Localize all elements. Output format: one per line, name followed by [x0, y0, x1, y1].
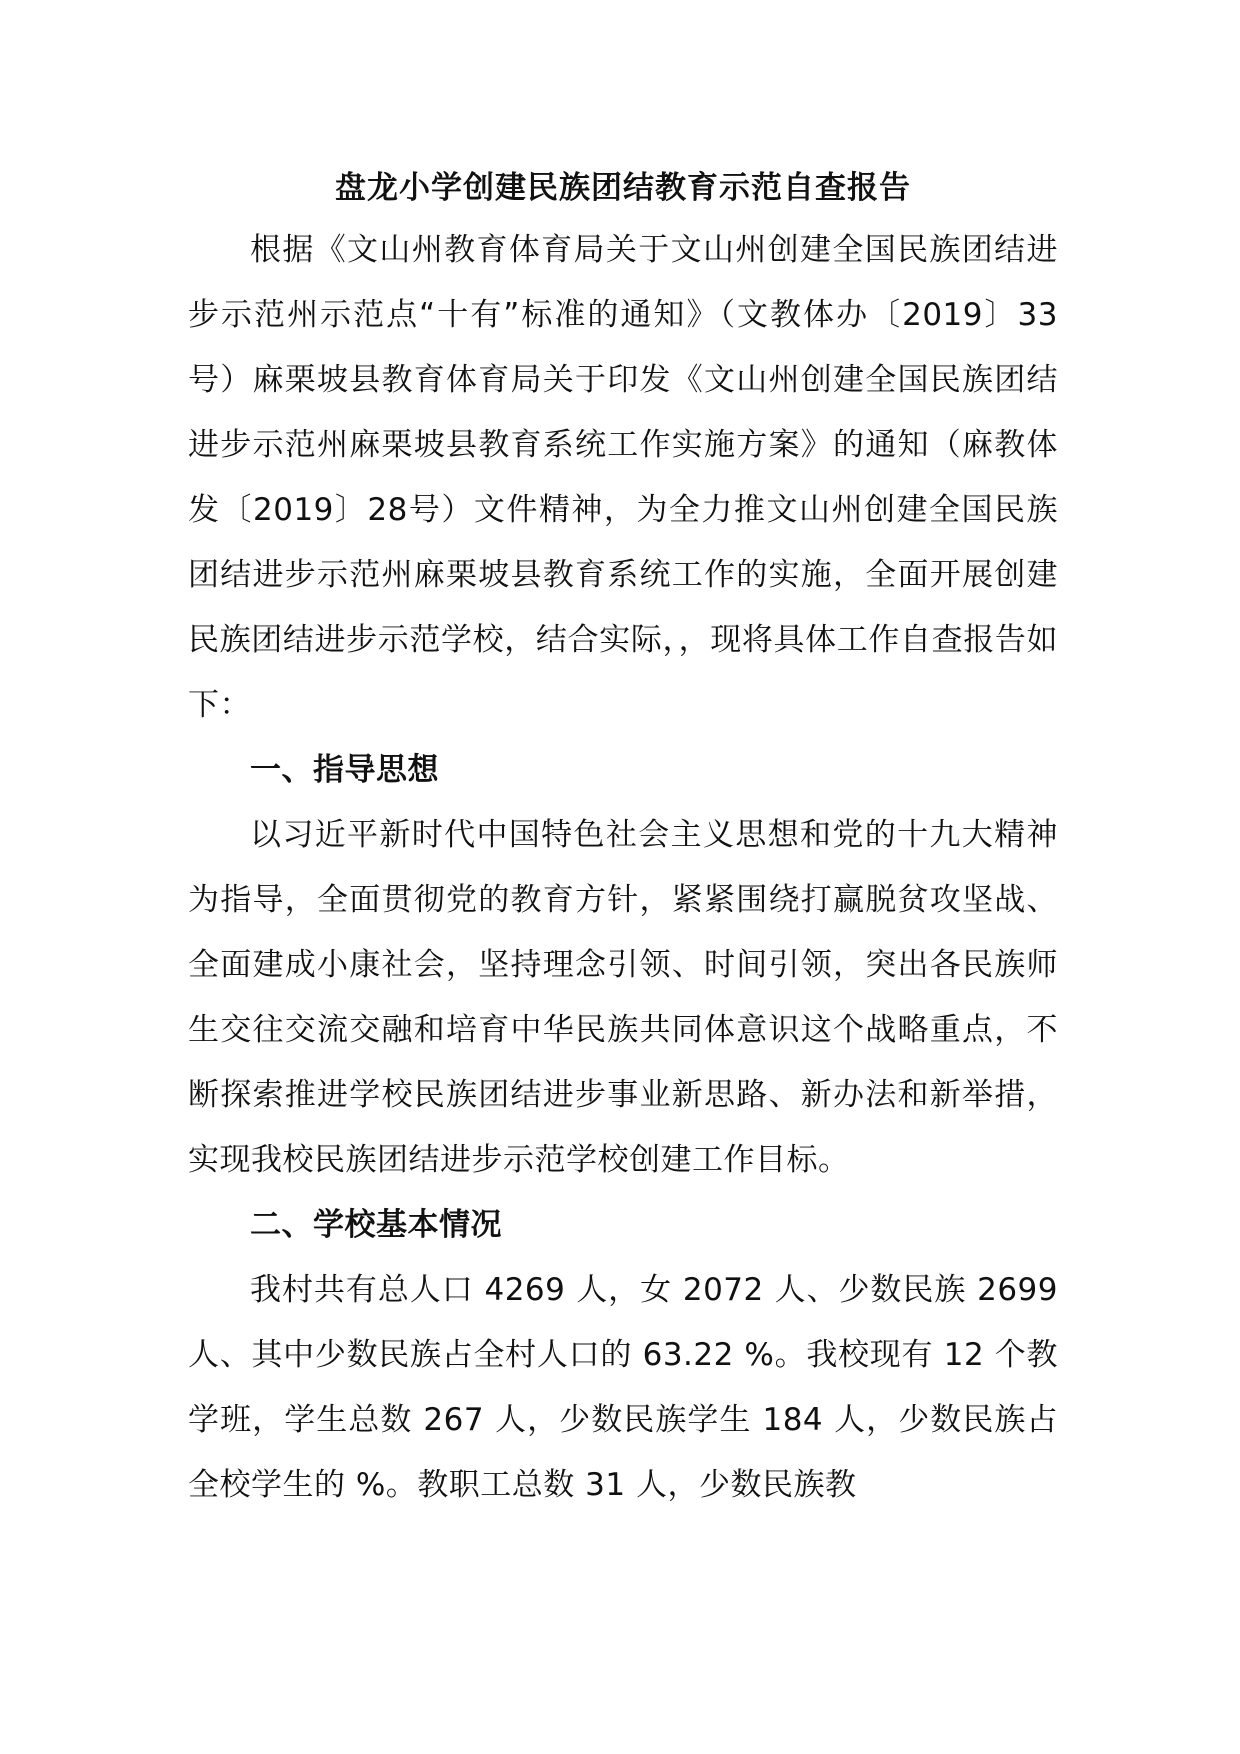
section-heading-guiding-ideology: 一、指导思想 [250, 752, 439, 788]
intro-paragraph: 根据《文山州教育体育局关于文山州创建全国民族团结进步示范州示范点“十有”标准的通知》（文教体办〔2019〕33号）麻栗坡县教育体育局关于印发《文山州创建全国民族团结进步示范州麻栗坡县教育系统工作实施方案》的通知（麻教体发〔2019〕28号）文件精神，为全力推文山州创建全国民族团结进步示范州麻栗坡县教育系统工作的实施，全面开展创建民族团结进步示范学校，结合实际，，现将具体工作自查报告如下： [188, 232, 1058, 723]
guiding-ideology-paragraph: 以习近平新时代中国特色社会主义思想和党的十九大精神为指导，全面贯彻党的教育方针，紧紧围绕打赢脱贫攻坚战、全面建成小康社会，坚持理念引领、时间引领，突出各民族师生交往交流交融和培育中华民族共同体意识这个战略重点，不断探索推进学校民族团结进步事业新思路、新办法和新举措，实现我校民族团结进步示范学校创建工作目标。 [188, 817, 1058, 1178]
document-title: 盘龙小学创建民族团结教育示范自查报告 [335, 170, 911, 206]
school-overview-paragraph: 我村共有总人口 4269 人，女 2072 人、少数民族 2699 人、其中少数民族占全村人口的 63.22 %。我校现有 12 个教学班，学生总数 267 人，少数民族学生 184 人，少数民族占全校学生的 %。教职工总数 31 人，少数民族教 [188, 1272, 1058, 1503]
section-heading-school-overview: 二、学校基本情况 [250, 1207, 502, 1243]
document-page [188, 168, 1058, 1518]
